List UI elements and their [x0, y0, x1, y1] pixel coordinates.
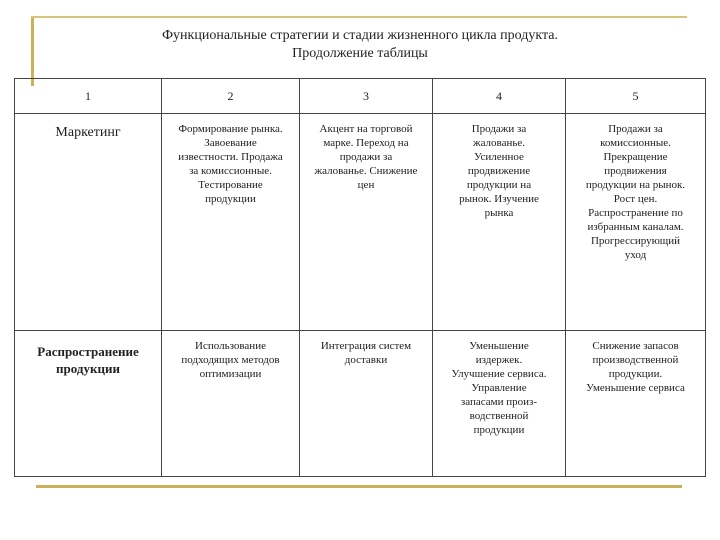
decorative-vertical-line: [31, 16, 34, 86]
strategy-table: [14, 78, 706, 477]
decorative-top-line: [31, 16, 687, 18]
header-cell: 1: [15, 79, 162, 114]
table-cell: Использование подходящих методов оптимизации: [162, 331, 300, 477]
table-row: [15, 114, 706, 331]
table-cell: Акцент на торговой марке. Переход на продажи за жалованье. Снижение цен: [300, 114, 433, 331]
table-cell: Уменьшение издержек. Улучшение сервиса. Управление запасами произ- водственной продукции: [433, 331, 566, 477]
page-title: [40, 27, 680, 63]
row-label: Маркетинг: [15, 114, 162, 331]
table-cell: Снижение запасов производственной продукции. Уменьшение сервиса: [566, 331, 706, 477]
table-row: [15, 331, 706, 477]
header-cell: 2: [162, 79, 300, 114]
table-cell: Продажи за комиссионные. Прекращение продвижения продукции на рынок. Рост цен. Распространение по избранным каналам. Прогрессирующий уход: [566, 114, 706, 331]
table-cell: Формирование рынка. Завоевание известности. Продажа за комиссионные. Тестирование продукции: [162, 114, 300, 331]
header-cell: 4: [433, 79, 566, 114]
title-line-1: Функциональные стратегии и стадии жизненного цикла продукта.: [162, 28, 558, 43]
table-header-row: [15, 79, 706, 114]
row-label: Распространение продукции: [15, 331, 162, 477]
header-cell: 3: [300, 79, 433, 114]
decorative-bottom-line: [36, 485, 682, 488]
table-cell: Продажи за жалованье. Усиленное продвижение продукции на рынок. Изучение рынка: [433, 114, 566, 331]
title-line-2: Продолжение таблицы: [292, 46, 428, 61]
table-cell: Интеграция систем доставки: [300, 331, 433, 477]
header-cell: 5: [566, 79, 706, 114]
